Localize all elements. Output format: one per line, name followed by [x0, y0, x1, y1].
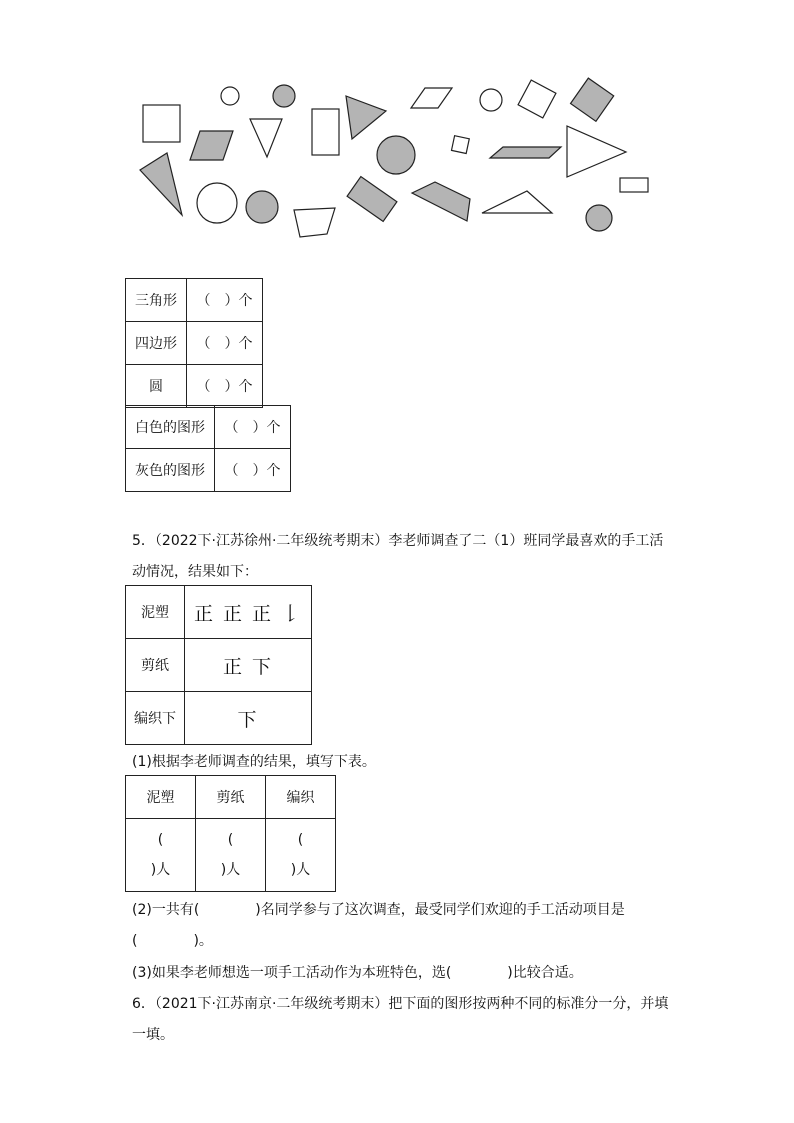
tally-marks: 下 [185, 692, 312, 745]
gray-triangle [346, 96, 386, 139]
gray-parallelogram [412, 182, 470, 221]
shapes-figure [130, 75, 660, 245]
row-label: 灰色的图形 [126, 449, 215, 492]
gray-circle [586, 205, 612, 231]
table-row [126, 322, 263, 365]
cell-text: ( )人 [220, 832, 241, 878]
gray-parallelogram [490, 147, 561, 158]
q5-intro: 5．（2022下·江苏徐州·二年级统考期末）李老师调查了二（1）班同学最喜欢的手工活 [132, 533, 664, 549]
answer-cell[interactable]: （ ）个 [215, 406, 291, 449]
row-label: 圆 [126, 365, 187, 408]
answer-cell[interactable] [266, 819, 336, 892]
table-row [126, 776, 336, 819]
table-row [126, 449, 291, 492]
white-circle [221, 87, 239, 105]
white-square [451, 136, 469, 154]
white-circle [197, 183, 237, 223]
white-square [143, 105, 180, 142]
answer-cell[interactable] [126, 819, 196, 892]
gray-square [571, 78, 614, 121]
cell-text: ( )人 [150, 832, 171, 878]
q5-sub3: (3)如果李老师想选一项手工活动作为本班特色，选( )比较合适。 [132, 965, 583, 981]
column-header: 剪纸 [196, 776, 266, 819]
activity-label: 泥塑 [126, 586, 185, 639]
answer-cell[interactable]: （ ）个 [187, 365, 263, 408]
column-header: 泥塑 [126, 776, 196, 819]
white-triangle [250, 119, 282, 157]
row-label: 四边形 [126, 322, 187, 365]
q6-intro: 6．（2021下·江苏南京·二年级统考期末）把下面的图形按两种不同的标准分一分，并填 [132, 996, 669, 1012]
row-label: 白色的图形 [126, 406, 215, 449]
white-triangle [482, 191, 552, 213]
white-circle [480, 89, 502, 111]
q5-sub2: ( )。 [132, 933, 213, 949]
shape-count-table [125, 278, 263, 408]
white-rectangle [312, 109, 339, 155]
table-row [126, 639, 312, 692]
tally-table [125, 585, 312, 745]
activity-label: 编织下 [126, 692, 185, 745]
row-label: 三角形 [126, 279, 187, 322]
activity-label: 剪纸 [126, 639, 185, 692]
color-count-table [125, 405, 291, 492]
white-trapezoid [294, 208, 335, 237]
table-row [126, 279, 263, 322]
answer-cell[interactable] [196, 819, 266, 892]
white-square [518, 80, 556, 118]
table-row [126, 819, 336, 892]
table-row [126, 365, 263, 408]
column-header: 编织 [266, 776, 336, 819]
q6-intro: 一填。 [132, 1027, 174, 1043]
gray-rectangle [347, 177, 397, 222]
q5-sub2: (2)一共有( )名同学参与了这次调查，最受同学们欢迎的手工活动项目是 [132, 902, 625, 918]
q5-intro: 动情况，结果如下： [132, 564, 258, 580]
gray-circle [246, 191, 278, 223]
gray-triangle [140, 153, 182, 215]
answer-cell[interactable]: （ ）个 [187, 322, 263, 365]
white-parallelogram [411, 88, 452, 108]
gray-circle [377, 136, 415, 174]
white-triangle [567, 126, 626, 177]
gray-circle [273, 85, 295, 107]
tally-marks: 正 正 正 𠄌 [185, 586, 312, 639]
table-row [126, 586, 312, 639]
tally-marks: 正 下 [185, 639, 312, 692]
white-rectangle [620, 178, 648, 192]
table-row [126, 406, 291, 449]
answer-cell[interactable]: （ ）个 [215, 449, 291, 492]
gray-parallelogram [190, 131, 233, 160]
table-row [126, 692, 312, 745]
cell-text: ( )人 [290, 832, 311, 878]
answer-cell[interactable]: （ ）个 [187, 279, 263, 322]
result-table [125, 775, 336, 892]
q5-sub1: (1)根据李老师调查的结果，填写下表。 [132, 754, 376, 770]
